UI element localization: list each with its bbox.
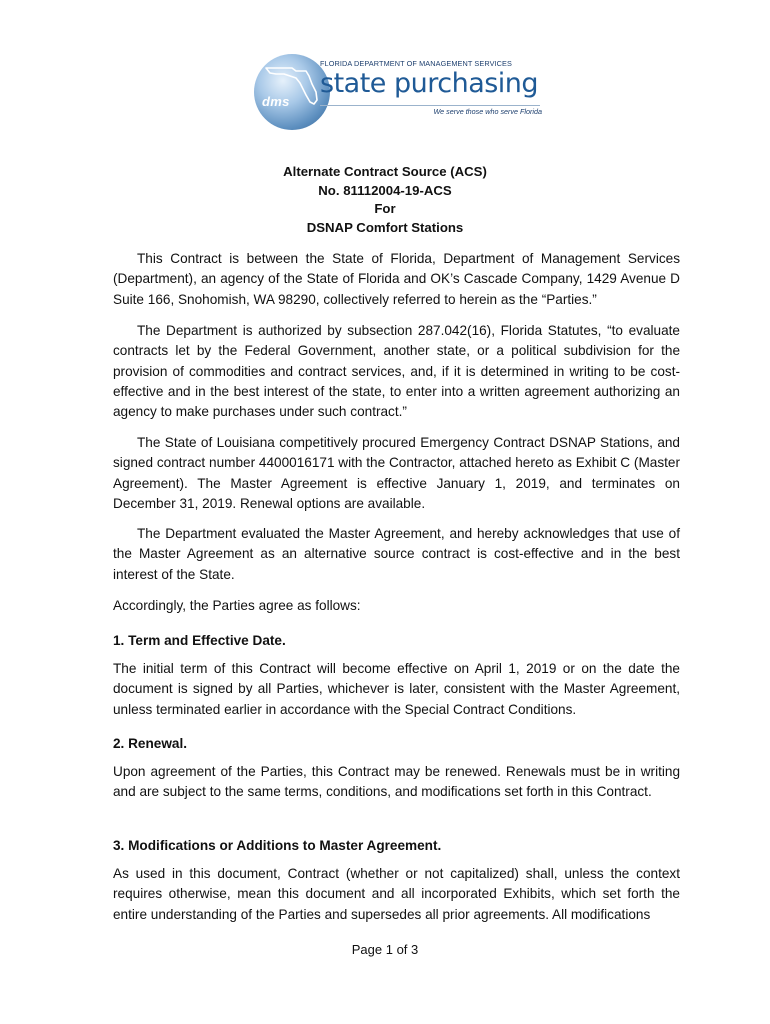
paragraph-evaluation: The Department evaluated the Master Agreement, and hereby acknowledges that use of the Master Agreement as an alternative source contract is cost-effective and in the best interest of the State. — [113, 526, 680, 582]
section-text-modifications: As used in this document, Contract (whether or not capitalized) shall, unless the context requires otherwise, mean this document and all incorporated Exhibits, which set forth the entire understanding of the Parties and supersedes all prior agreements. All modifications — [113, 866, 680, 922]
title-line-2: No. 81112004-19-ACS — [318, 182, 452, 198]
page-number: Page 1 of 3 — [351, 942, 419, 957]
logo-badge: dms — [262, 94, 290, 109]
document-title — [0, 163, 770, 237]
title-line-4: DSNAP Comfort Stations — [306, 219, 464, 235]
logo-title: state purchasing — [320, 68, 539, 99]
logo-tagline: We serve those who serve Florida — [433, 107, 542, 116]
section-text-renewal: Upon agreement of the Parties, this Contract may be renewed. Renewals must be in writing and are subject to the same terms, conditions, and modifications set forth in this Contract. — [113, 764, 680, 800]
paragraph-procurement: The State of Louisiana competitively procured Emergency Contract DSNAP Stations, and signed contract number 4400016171 with the Contractor, attached hereto as Exhibit C (Master Agreement). The Master Agreement is effective January 1, 2019, and terminates on December 31, 2019. Renewal options are available. — [113, 435, 680, 511]
section-heading-modifications: 3. Modifications or Additions to Master Agreement. — [113, 838, 442, 853]
title-line-3: For — [374, 201, 396, 216]
paragraph-parties: This Contract is between the State of Florida, Department of Management Services (Department), an agency of the State of Florida and OK’s Cascade Company, 1429 Avenue D Suite 166, Snohomish, WA 98290, collectively referred to herein as the “Parties.” — [113, 251, 680, 307]
section-heading-term: 1. Term and Effective Date. — [113, 633, 286, 648]
section-text-term: The initial term of this Contract will become effective on April 1, 2019 or on the date the document is signed by all Parties, whichever is later, consistent with the Master Agreement, unless terminated earlier in accordance with the Special Contract Conditions. — [113, 661, 680, 717]
section-heading-renewal: 2. Renewal. — [113, 736, 188, 751]
title-line-1: Alternate Contract Source (ACS) — [283, 164, 487, 179]
paragraph-authority: The Department is authorized by subsection 287.042(16), Florida Statutes, “to evaluate contracts let by the Federal Government, another state, or a political subdivision for the provision of commodities and contract services, and, if it is determined in writing to be cost-effective and in the best interest of the state, to enter into a written agreement authorizing an agency to make purchases under such contract.” — [113, 323, 680, 420]
dms-state-purchasing-logo — [248, 50, 548, 130]
paragraph-agreement-intro: Accordingly, the Parties agree as follows: — [113, 598, 361, 613]
logo-divider — [320, 105, 540, 106]
logo-agency-name: FLORIDA DEPARTMENT OF MANAGEMENT SERVICES — [320, 59, 512, 68]
